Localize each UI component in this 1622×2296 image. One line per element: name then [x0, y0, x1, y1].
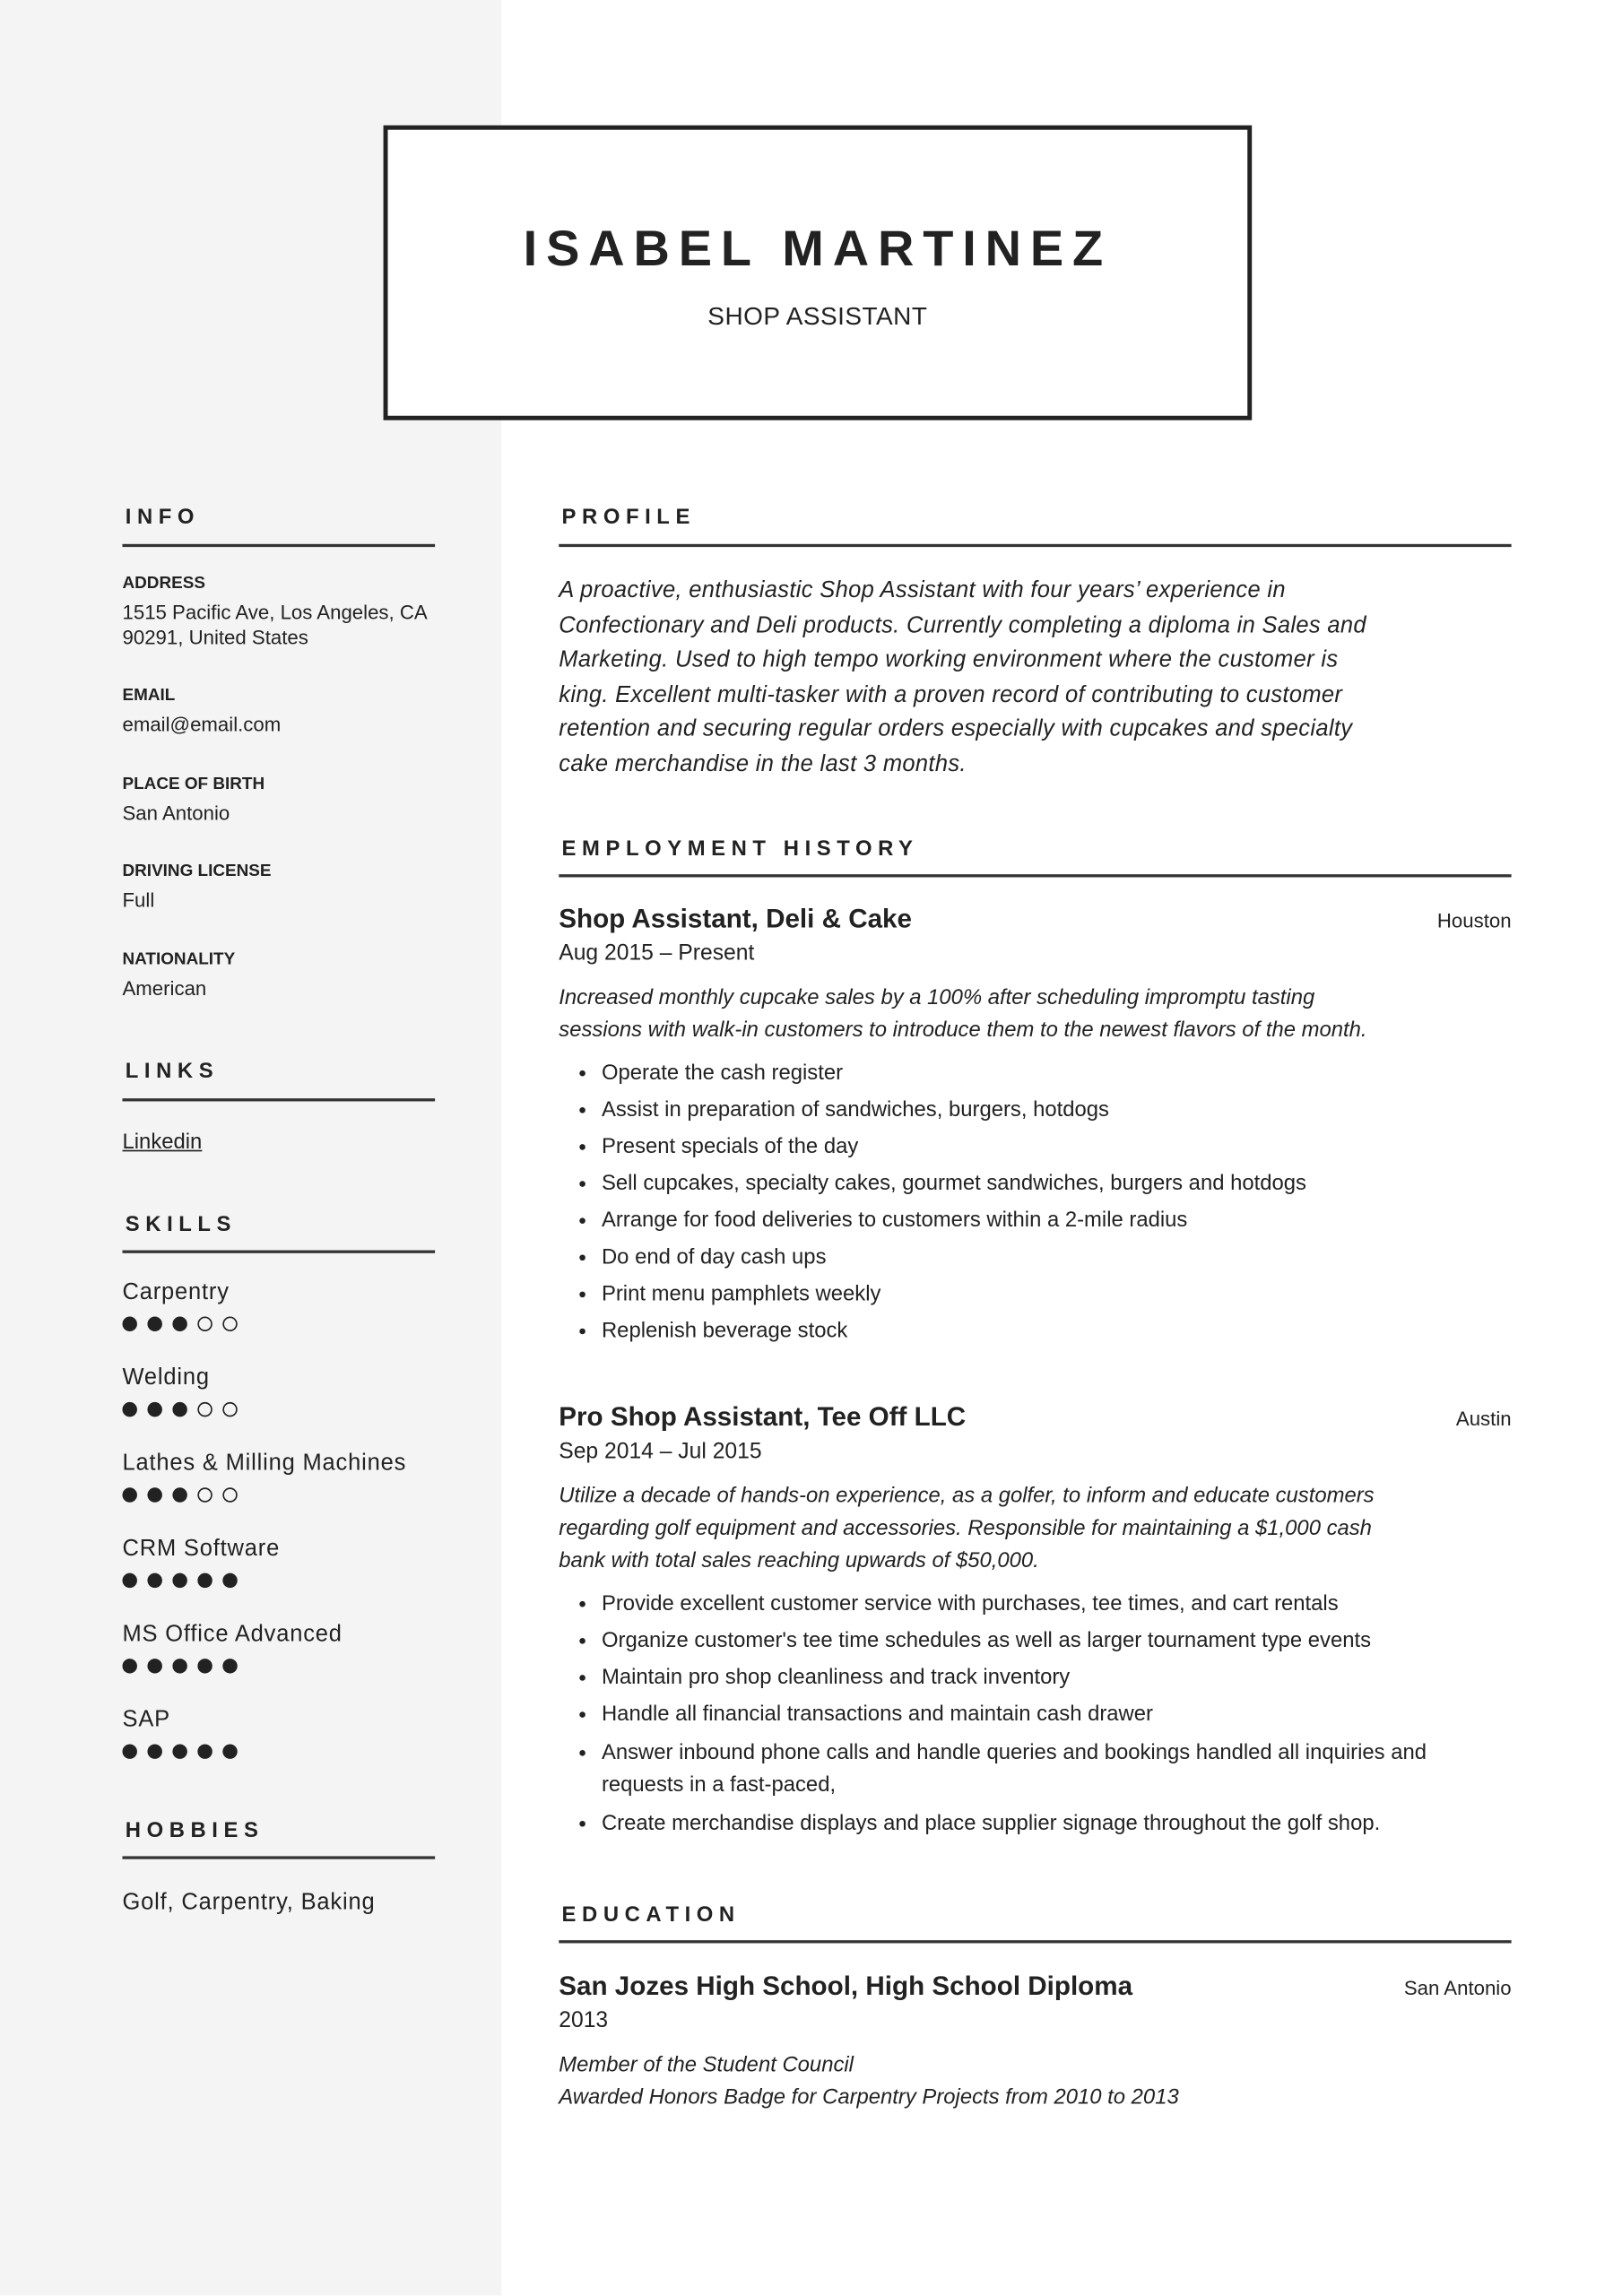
rating-dot-filled [122, 1659, 136, 1673]
rating-dot-filled [147, 1573, 161, 1588]
skill-item [122, 1451, 476, 1536]
info-list [122, 575, 476, 1001]
rating-dot-filled [172, 1317, 186, 1331]
skills-heading: SKILLS [125, 1213, 238, 1237]
info-label: EMAIL [122, 687, 176, 706]
info-heading: INFO [125, 506, 201, 530]
hobbies-text: Golf, Carpentry, Baking [122, 1890, 376, 1916]
rating-dot-empty [222, 1317, 237, 1331]
hobbies-heading: HOBBIES [125, 1819, 265, 1843]
rating-dot-filled [197, 1659, 212, 1673]
job-city: Houston [1436, 909, 1512, 932]
info-nationality [122, 951, 476, 1001]
skill-rating [122, 1487, 476, 1502]
rating-dot-filled [222, 1744, 237, 1758]
duty-item: • Maintain pro shop cleanliness and track inventory [602, 1660, 1482, 1697]
rating-dot-filled [222, 1659, 237, 1673]
rating-dot-filled [172, 1402, 186, 1417]
rating-dot-filled [172, 1573, 186, 1588]
employment-divider [559, 874, 1511, 877]
info-driving-license [122, 862, 476, 951]
job-date: Sep 2014 – Jul 2015 [559, 1439, 762, 1464]
rating-dot-filled [122, 1402, 136, 1417]
desc-line: regarding golf equipment and accessories. Responsible for maintaining a $1,000 cash [559, 1517, 1372, 1541]
profile-line: A proactive, enthusiastic Shop Assistant with four years’ experience in [559, 577, 1286, 603]
rating-dot-empty [222, 1402, 237, 1417]
desc-line: Increased monthly cupcake sales by a 100% after scheduling impromptu tasting [559, 986, 1315, 1010]
rating-dot-filled [147, 1402, 161, 1417]
rating-dot-empty [222, 1487, 237, 1502]
school-title: San Jozes High School, High School Diploma [559, 1971, 1133, 2001]
info-divider [122, 544, 435, 547]
rating-dot-empty [197, 1402, 212, 1417]
skill-rating [122, 1573, 476, 1588]
rating-dot-filled [222, 1573, 237, 1588]
skills-list [122, 1279, 476, 1792]
candidate-role: SHOP ASSISTANT [707, 302, 928, 331]
rating-dot-filled [147, 1487, 161, 1502]
skill-rating [122, 1402, 476, 1417]
info-label: DRIVING LICENSE [122, 862, 272, 880]
education-entry [559, 1971, 1511, 2115]
profile-line: retention and securing regular orders especially with cupcakes and specialty [559, 716, 1353, 742]
skill-item [122, 1365, 476, 1451]
desc-line: Member of the Student Council [559, 2053, 854, 2078]
profile-line: Confectionary and Deli products. Currently completing a diploma in Sales and [559, 612, 1366, 638]
job-description [559, 1480, 1511, 1578]
skill-name: Welding [122, 1365, 210, 1391]
duty-item: • Arrange for food deliveries to customers within a 2-mile radius [602, 1203, 1512, 1240]
info-value: San Antonio [122, 801, 230, 825]
info-email [122, 687, 476, 775]
skills-divider [122, 1251, 435, 1253]
job-city: Austin [1455, 1408, 1512, 1431]
hobbies-divider [122, 1856, 435, 1858]
profile-line: king. Excellent multi-tasker with a proven record of contributing to customer [559, 681, 1343, 707]
skill-name: CRM Software [122, 1536, 281, 1562]
duty-item: • Assist in preparation of sandwiches, burgers, hotdogs [602, 1093, 1512, 1130]
info-value: Full [122, 888, 155, 912]
rating-dot-filled [172, 1744, 186, 1758]
info-label: ADDRESS [122, 575, 205, 593]
profile-line: Marketing. Used to high tempo working environment where the customer is [559, 646, 1339, 672]
employment-heading: EMPLOYMENT HISTORY [561, 837, 919, 862]
candidate-name: ISABEL MARTINEZ [523, 221, 1113, 278]
duty-item: • Handle all financial transactions and maintain cash drawer [602, 1697, 1482, 1734]
duty-item: • Present specials of the day [602, 1130, 1512, 1166]
info-value: email@email.com [122, 713, 282, 736]
skill-item [122, 1537, 476, 1622]
duty-item: • Create merchandise displays and place supplier signage throughout the golf shop. [602, 1806, 1482, 1843]
desc-line: bank with total sales reaching upwards of $50,000. [559, 1549, 1039, 1573]
skill-item [122, 1707, 476, 1792]
rating-dot-filled [197, 1744, 212, 1758]
info-label: PLACE OF BIRTH [122, 775, 265, 793]
education-divider [559, 1940, 1511, 1943]
desc-line: Utilize a decade of hands-on experience, as a golfer, to inform and educate customers [559, 1485, 1375, 1509]
profile-divider [559, 544, 1511, 547]
info-value: 90291, United States [122, 626, 308, 649]
duty-item: • Provide excellent customer service with purchases, tee times, and cart rentals [602, 1586, 1482, 1623]
skill-name: Carpentry [122, 1279, 230, 1305]
rating-dot-filled [122, 1317, 136, 1331]
duty-item: • Operate the cash register [602, 1055, 1512, 1092]
info-birthplace [122, 775, 476, 862]
duty-item: • Sell cupcakes, specialty cakes, gourmet sandwiches, burgers and hotdogs [602, 1166, 1512, 1203]
job-title: Shop Assistant, Deli & Cake [559, 904, 912, 933]
school-description [559, 2049, 1511, 2114]
duty-item: • Do end of day cash ups [602, 1240, 1512, 1277]
job-date: Aug 2015 – Present [559, 940, 755, 966]
job-entry [559, 1402, 1511, 1843]
rating-dot-filled [172, 1659, 186, 1673]
desc-line: sessions with walk-in customers to introduce them to the newest flavors of the month. [559, 1018, 1367, 1043]
profile-line: cake merchandise in the last 3 months. [559, 750, 967, 776]
skill-rating [122, 1744, 476, 1758]
rating-dot-filled [147, 1659, 161, 1673]
rating-dot-filled [147, 1744, 161, 1758]
job-duties [559, 1055, 1511, 1350]
skill-name: Lathes & Milling Machines [122, 1451, 407, 1477]
skill-item [122, 1622, 476, 1707]
profile-heading: PROFILE [561, 506, 696, 530]
skill-name: MS Office Advanced [122, 1621, 343, 1647]
rating-dot-filled [122, 1487, 136, 1502]
rating-dot-filled [197, 1573, 212, 1588]
rating-dot-empty [197, 1317, 212, 1331]
skill-rating [122, 1659, 476, 1673]
rating-dot-filled [122, 1573, 136, 1588]
duty-item: • Answer inbound phone calls and handle queries and bookings handled all inquiries and requests in a fast-paced, [602, 1734, 1482, 1806]
job-title: Pro Shop Assistant, Tee Off LLC [559, 1401, 967, 1432]
info-label: NATIONALITY [122, 950, 236, 969]
job-entry [559, 904, 1511, 1350]
linkedin-link[interactable]: Linkedin [122, 1131, 203, 1155]
duty-item: • Organize customer's tee time schedules as well as larger tournament type events [602, 1624, 1482, 1660]
school-date: 2013 [559, 2007, 609, 2033]
duty-item: • Print menu pamphlets weekly [602, 1277, 1512, 1313]
info-value: American [122, 977, 207, 1000]
links-heading: LINKS [125, 1060, 220, 1084]
skill-item [122, 1279, 476, 1365]
skill-rating [122, 1317, 476, 1331]
education-heading: EDUCATION [561, 1903, 741, 1928]
rating-dot-filled [122, 1744, 136, 1758]
profile-text [559, 574, 1531, 782]
info-value: 1515 Pacific Ave, Los Angeles, CA [122, 601, 428, 624]
info-address [122, 575, 476, 687]
skill-name: SAP [122, 1707, 170, 1733]
links-divider [122, 1098, 435, 1101]
duty-item: • Replenish beverage stock [602, 1313, 1512, 1350]
rating-dot-empty [197, 1487, 212, 1502]
school-city: San Antonio [1403, 1977, 1512, 1999]
job-duties [559, 1586, 1511, 1842]
job-description [559, 982, 1511, 1046]
rating-dot-filled [172, 1487, 186, 1502]
rating-dot-filled [147, 1317, 161, 1331]
desc-line: Awarded Honors Badge for Carpentry Projects from 2010 to 2013 [559, 2085, 1179, 2110]
header-box [384, 126, 1253, 420]
